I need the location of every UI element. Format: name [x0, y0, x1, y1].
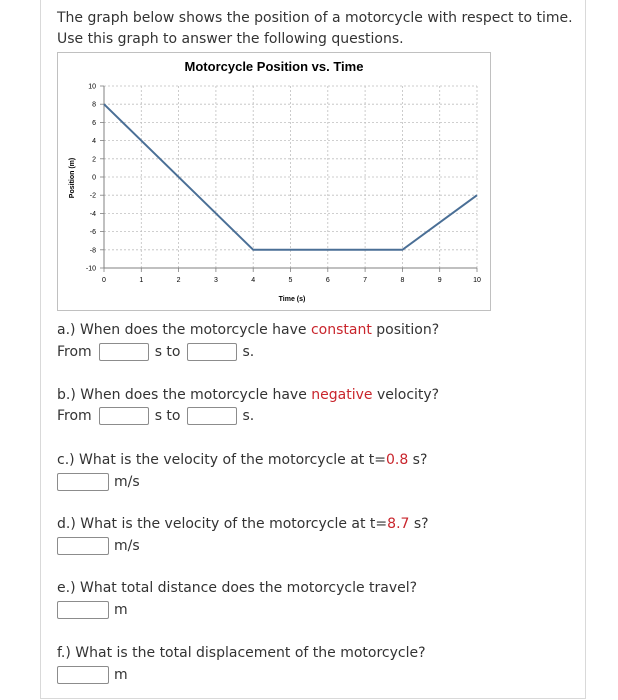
question-a-suffix: position? — [371, 322, 440, 338]
s-to-label: s to — [154, 408, 181, 424]
x-tick-label: 3 — [213, 277, 218, 284]
answer-row-c — [57, 472, 140, 492]
answer-row-a — [57, 342, 254, 362]
a-end-input[interactable] — [187, 343, 237, 361]
question-a — [57, 320, 439, 340]
question-b-highlight: negative — [311, 387, 373, 403]
intro-line-1: The graph below shows the position of a motorcycle with respect to time. — [57, 10, 573, 26]
question-c — [57, 450, 427, 470]
y-tick-label: -6 — [89, 229, 96, 237]
unit-label: m/s — [114, 474, 140, 490]
y-tick-label: 6 — [92, 119, 96, 127]
chart-title: Motorcycle Position vs. Time — [184, 59, 364, 74]
question-c-highlight: 0.8 — [385, 452, 409, 468]
question-b — [57, 385, 439, 405]
question-b-suffix: velocity? — [372, 387, 440, 403]
question-a-highlight: constant — [310, 322, 372, 338]
y-tick-label: 2 — [92, 156, 96, 164]
f-displacement-input[interactable] — [57, 666, 109, 684]
unit-label: m — [114, 602, 128, 618]
y-tick-label: -10 — [85, 265, 96, 273]
question-d-prefix: d.) What is the velocity of the motorcycle at t= — [57, 516, 388, 532]
x-tick-label: 6 — [325, 277, 330, 284]
y-axis-label: Position (m) — [69, 157, 76, 199]
x-axis-label: Time (s) — [278, 296, 306, 303]
b-start-input[interactable] — [99, 407, 149, 425]
y-tick-label: -8 — [89, 247, 96, 255]
c-velocity-input[interactable] — [57, 473, 109, 491]
question-d-suffix: s? — [409, 516, 429, 532]
x-tick-label: 4 — [251, 277, 256, 284]
intro-text — [57, 8, 597, 50]
question-a-prefix: a.) When does the motorcycle have — [57, 322, 311, 338]
a-start-input[interactable] — [99, 343, 149, 361]
y-tick-label: 10 — [88, 83, 96, 91]
y-tick-label: 0 — [92, 174, 96, 182]
answer-row-d — [57, 536, 140, 556]
from-label: From — [57, 408, 92, 424]
unit-label: m — [114, 667, 128, 683]
question-c-suffix: s? — [408, 452, 428, 468]
x-tick-label: 0 — [102, 277, 106, 284]
seconds-label: s. — [242, 344, 255, 360]
d-velocity-input[interactable] — [57, 537, 109, 555]
x-tick-label: 8 — [400, 277, 405, 284]
x-tick-label: 2 — [176, 277, 181, 284]
chart-svg — [58, 53, 490, 310]
intro-line-2: Use this graph to answer the following questions. — [57, 31, 404, 47]
answer-row-e — [57, 600, 128, 620]
x-tick-label: 10 — [473, 277, 481, 284]
y-tick-label: -4 — [89, 210, 96, 218]
x-tick-label: 9 — [437, 277, 442, 284]
e-distance-input[interactable] — [57, 601, 109, 619]
b-end-input[interactable] — [187, 407, 237, 425]
unit-label: m/s — [114, 538, 140, 554]
x-tick-label: 1 — [139, 277, 144, 284]
x-tick-label: 5 — [288, 277, 293, 284]
question-e: e.) What total distance does the motorcycle travel? — [57, 580, 418, 596]
y-tick-label: 8 — [92, 101, 96, 109]
s-to-label: s to — [154, 344, 181, 360]
question-b-prefix: b.) When does the motorcycle have — [57, 387, 312, 403]
question-d — [57, 514, 429, 534]
y-tick-label: 4 — [92, 138, 96, 146]
y-tick-label: -2 — [89, 192, 96, 200]
question-c-prefix: c.) What is the velocity of the motorcycle at t= — [57, 452, 386, 468]
x-tick-label: 7 — [363, 277, 368, 284]
question-f: f.) What is the total displacement of the motorcycle? — [57, 645, 426, 661]
seconds-label: s. — [242, 408, 255, 424]
answer-row-f — [57, 665, 128, 685]
from-label: From — [57, 344, 92, 360]
question-d-highlight: 8.7 — [387, 516, 410, 532]
answer-row-b — [57, 406, 254, 426]
position-time-chart — [57, 52, 491, 311]
